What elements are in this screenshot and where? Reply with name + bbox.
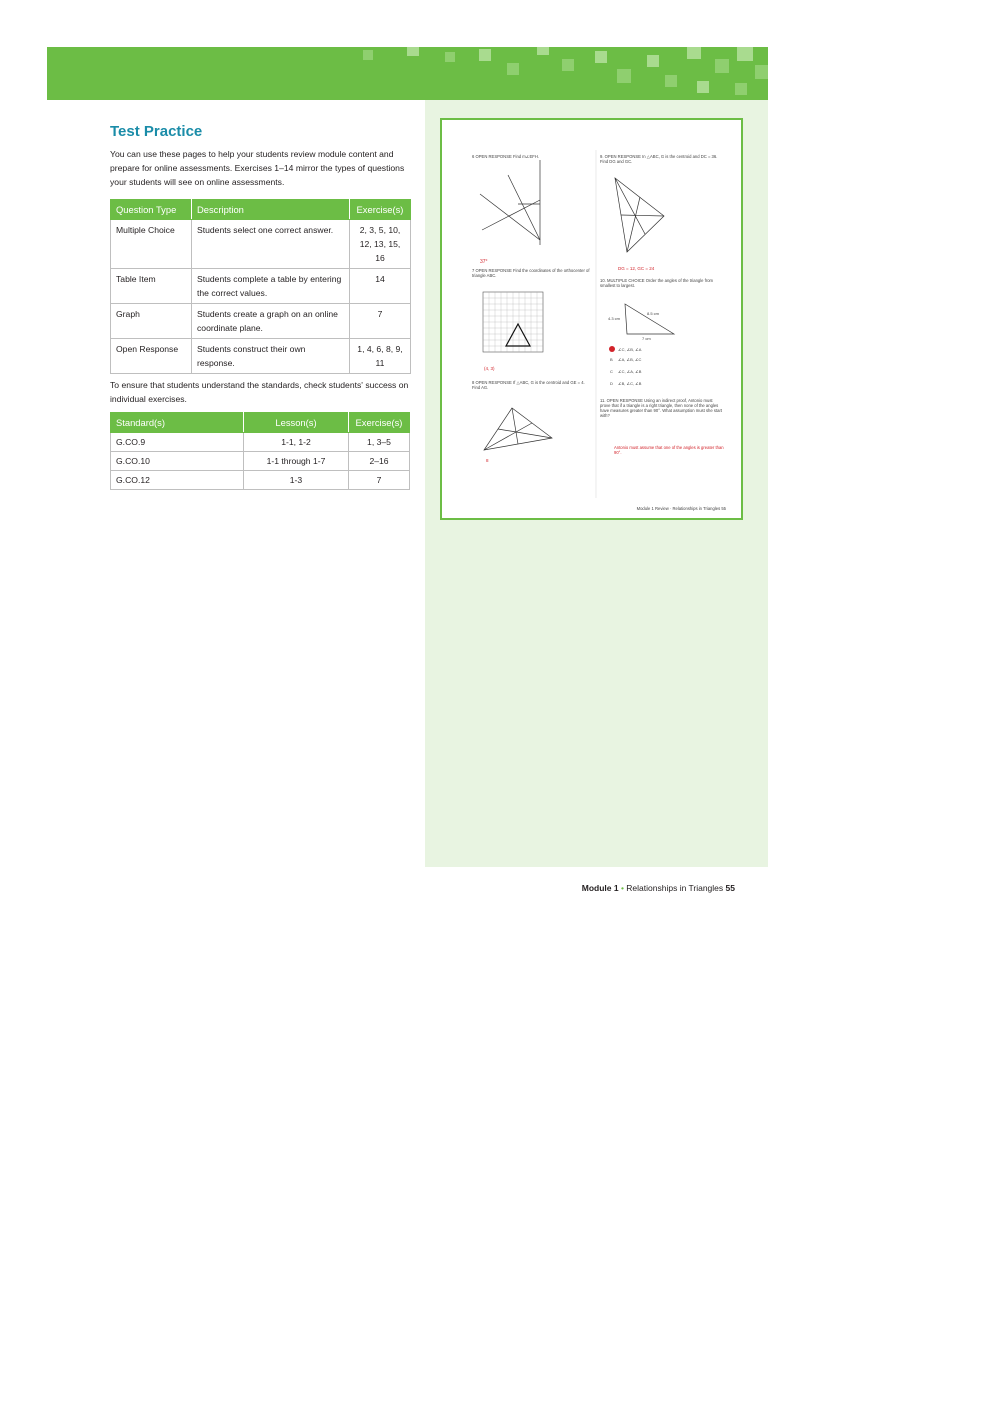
thumb-q10-side-c: 7 cm	[642, 336, 651, 341]
thumb-q7-text: 7 OPEN RESPONSE Find the coordinates of the orthocenter of triangle ABC.	[472, 268, 590, 278]
thumb-q9-text: 9. OPEN RESPONSE In △ABC, G is the centroid and DC = 36. Find DG and GC.	[600, 154, 718, 164]
thumb-q11-text: 11. OPEN RESPONSE Using an indirect proof, Antonio must prove that if a triangle is a right triangle, then none of the angles have measures greater than 90°. What assumption must she start with?	[600, 398, 723, 418]
thumb-q6-figure	[480, 160, 540, 245]
question-type-cell: Open Response	[111, 339, 192, 374]
thumb-footer: Module 1 Review · Relationships in Triangles 55	[636, 506, 726, 511]
footer-separator: •	[618, 883, 627, 893]
thumb-q10-letter: D	[610, 381, 613, 386]
description-cell: Students complete a table by entering the correct values.	[192, 269, 350, 304]
thumb-q9-answer: DG = 12, GC = 24	[618, 266, 655, 271]
thumb-q10-letter: C	[610, 369, 613, 374]
thumb-q10-choice-a: ∠C, ∠B, ∠A	[618, 347, 642, 352]
page-footer	[582, 883, 735, 893]
table-row	[111, 304, 411, 339]
standard-cell: G.CO.12	[111, 471, 244, 490]
footer-text: Relationships in Triangles	[626, 883, 724, 893]
lesson-cell: 1-1 through 1-7	[244, 452, 349, 471]
question-type-cell: Graph	[111, 304, 192, 339]
exercise-cell: 7	[349, 471, 410, 490]
header-question-type: Question Type	[111, 200, 192, 220]
table-row	[111, 452, 410, 471]
thumb-q6-text: 6 OPEN RESPONSE Find m∠EFH.	[472, 154, 540, 159]
lesson-cell: 1-1, 1-2	[244, 433, 349, 452]
exercises-cell: 14	[350, 269, 411, 304]
thumb-q10-selected-icon	[609, 346, 615, 352]
table-row	[111, 269, 411, 304]
table-row	[111, 471, 410, 490]
thumb-q11-answer: Antonio must assume that one of the angles is greater than 90°.	[614, 445, 724, 455]
page-number: 55	[725, 883, 735, 893]
thumb-q10-side-b: 8.5 cm	[647, 311, 660, 316]
header-banner	[47, 47, 768, 100]
intro-paragraph: You can use these pages to help your students review module content and prepare for online assessments. Exercises 1–14 mirror the types of questions your students will see on online assessments.	[110, 149, 405, 187]
header-standards: Standard(s)	[111, 413, 244, 433]
exercise-cell: 2–16	[349, 452, 410, 471]
thumb-q10-choice-c: ∠C, ∠A, ∠B	[618, 369, 642, 374]
thumb-q7-grid	[483, 292, 543, 352]
student-page-thumbnail	[440, 118, 743, 520]
exercises-cell: 2, 3, 5, 10, 12, 13, 15, 16	[350, 220, 411, 269]
thumb-q10-figure	[625, 304, 674, 334]
standards-table	[110, 412, 410, 490]
thumb-q10-side-a: 4.3 cm	[608, 316, 621, 321]
thumb-q8-answer: 8	[486, 458, 489, 463]
page-title: Test Practice	[110, 123, 203, 140]
exercise-cell: 1, 3–5	[349, 433, 410, 452]
description-cell: Students construct their own response.	[192, 339, 350, 374]
thumb-q10-choice-d: ∠B, ∠C, ∠B	[618, 381, 642, 386]
description-cell: Students select one correct answer.	[192, 220, 350, 269]
lesson-cell: 1-3	[244, 471, 349, 490]
thumb-q10-text: 10. MULTIPLE CHOICE Order the angles of the triangle from smallest to largest.	[600, 278, 714, 288]
thumb-q10-letter: B	[610, 357, 613, 362]
standards-intro-paragraph: To ensure that students understand the standards, check students' success on individual exercises.	[110, 380, 409, 404]
thumb-q8-text: 8 OPEN RESPONSE If △ABC, G is the centroid and GE = 4. Find AG.	[472, 380, 585, 390]
question-type-cell: Table Item	[111, 269, 192, 304]
thumb-q7-answer: (4, 3)	[484, 366, 495, 371]
standard-cell: G.CO.10	[111, 452, 244, 471]
header-exercises: Exercise(s)	[350, 200, 411, 220]
table-row	[111, 433, 410, 452]
standard-cell: G.CO.9	[111, 433, 244, 452]
exercises-cell: 7	[350, 304, 411, 339]
thumb-q10-choice-b: ∠A, ∠B, ∠C	[618, 357, 642, 362]
question-type-cell: Multiple Choice	[111, 220, 192, 269]
header-description: Description	[192, 200, 350, 220]
description-cell: Students create a graph on an online coordinate plane.	[192, 304, 350, 339]
exercises-cell: 1, 4, 6, 8, 9, 11	[350, 339, 411, 374]
thumb-q6-answer: 37°	[480, 259, 488, 265]
thumb-q9-figure	[615, 178, 664, 252]
header-lessons: Lesson(s)	[244, 413, 349, 433]
table-row	[111, 220, 411, 269]
thumb-q8-figure	[484, 408, 552, 450]
table-row	[111, 339, 411, 374]
footer-module: Module 1	[581, 883, 619, 893]
header-exercises: Exercise(s)	[349, 413, 410, 433]
question-type-table	[110, 199, 411, 374]
